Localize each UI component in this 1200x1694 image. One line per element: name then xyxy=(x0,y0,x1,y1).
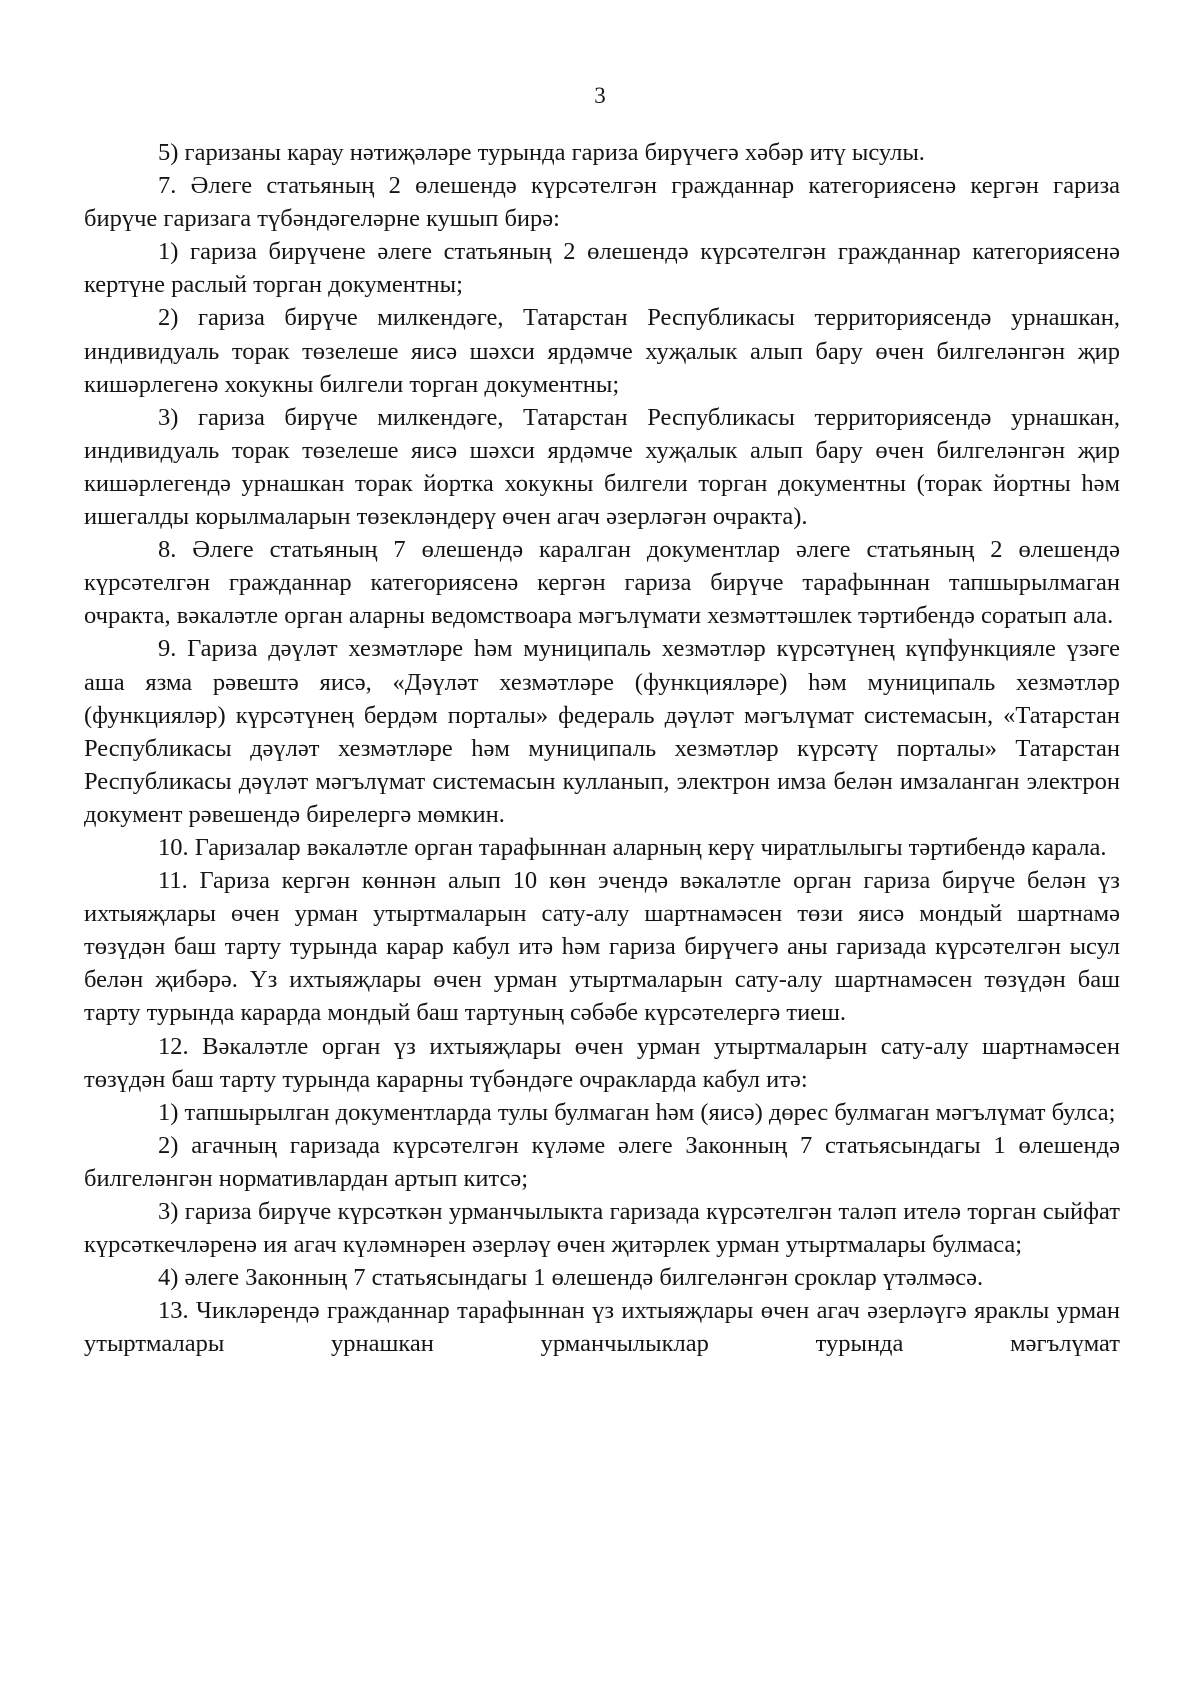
paragraph-section-11: 11. Гариза кергән көннән алып 10 көн эчендә вәкаләтле орган гариза бирүче белән үз ихтыяҗлары өчен урман утыртмаларын сату-алу шартнамәсен төзи яисә мондый шартнамә төзүдән баш тарту турында карар кабул итә һәм гариза бирүчегә аны гаризада күрсәтелгән ысул белән җибәрә. Үз ихтыяҗлары өчен урман утыртмаларын сату-алу шартнамәсен төзүдән баш тарту турында карарда мондый баш тартуның сәбәбе күрсәтелергә тиеш. xyxy=(84,867,1120,1027)
paragraph-section-12-item-2: 2) агачның гаризада күрсәтелгән күләме әлеге Законның 7 статьясындагы 1 өлешендә билгеләнгән нормативлардан артып китсә; xyxy=(84,1131,1120,1192)
paragraph-section-13: 13. Чикләрендә гражданнар тарафыннан үз ихтыяҗлары өчен агач әзерләүгә яраклы урман утыртмалары урнашкан урманчылыклар турында мәгълүмат xyxy=(84,1297,1120,1358)
paragraph-section-12: 12. Вәкаләтле орган үз ихтыяҗлары өчен урман утыртмаларын сату-алу шартнамәсен төзүдән баш тарту турында карарны түбәндәге очракларда кабул итә: xyxy=(84,1032,1120,1093)
paragraph-section-7: 7. Әлеге статьяның 2 өлешендә күрсәтелгән гражданнар категориясенә кергән гариза бирүче гаризага түбәндәгеләрне кушып бирә: xyxy=(84,172,1120,233)
paragraph-section-10: 10. Гаризалар вәкаләтле орган тарафыннан аларның керү чиратлылыгы тәртибендә карала. xyxy=(158,833,1107,861)
paragraph-section-12-item-3: 3) гариза бирүче күрсәткән урманчылыкта гаризада күрсәтелгән таләп ителә торган сыйфат күрсәткечләренә ия агач күләмнәрен әзерләү өчен җитәрлек урман утыртмалары булмаса; xyxy=(84,1198,1120,1259)
paragraph-section-12-item-4: 4) әлеге Законның 7 статьясындагы 1 өлешендә билгеләнгән сроклар үтәлмәсә. xyxy=(158,1264,984,1292)
paragraph-item-5-notification-method: 5) гаризаны карау нәтиҗәләре турында гариза бирүчегә хәбәр итү ысулы. xyxy=(158,139,925,166)
paragraph-section-7-item-2: 2) гариза бирүче милкендәге, Татарстан Республикасы территориясендә урнашкан, индивидуаль торак төзелеше яисә шәхси ярдәмче хуҗалык алып бару өчен билгеләнгән җир кишәрлегенә хокукны билгели торган документны; xyxy=(84,304,1120,398)
paragraph-section-8: 8. Әлеге статьяның 7 өлешендә каралган документлар әлеге статьяның 2 өлешендә күрсәтелгән гражданнар категориясенә кергән гариза бирүче тарафыннан тапшырылмаган очракта, вәкаләтле орган аларны ведомствоара мәгълүмати хезмәттәшлек тәртибендә соратып ала. xyxy=(84,536,1120,630)
page-number: 3 xyxy=(594,83,606,108)
paragraph-section-12-item-1: 1) тапшырылган документларда тулы булмаган һәм (яисә) дөрес булмаган мәгълүмат булса; xyxy=(158,1098,1116,1126)
paragraph-section-9: 9. Гариза дәүләт хезмәтләре һәм муниципаль хезмәтләр күрсәтүнең күпфункцияле үзәге аша язма рәвештә яисә, «Дәүләт хезмәтләре (функцияләре) һәм муниципаль хезмәтләр (функцияләр) күрсәтүнең бердәм порталы» федераль дәүләт мәгълүмат системасын, «Татарстан Республикасы дәүләт хезмәтләре һәм муниципаль хезмәтләр күрсәтү порталы» Татарстан Республикасы дәүләт мәгълүмат системасын кулланып, электрон имза белән имзаланган электрон документ рәвешендә бирелергә мөмкин. xyxy=(84,635,1120,828)
document-body xyxy=(84,136,1120,1360)
paragraph-section-7-item-3: 3) гариза бирүче милкендәге, Татарстан Республикасы территориясендә урнашкан, индивидуаль торак төзелеше яисә шәхси ярдәмче хуҗалык алып бару өчен билгеләнгән җир кишәрлегендә урнашкан торак йортка хокукны билгели торган документны (торак йортны һәм ишегалды корылмаларын төзекләндерү өчен агач әзерләгән очракта). xyxy=(84,403,1120,531)
paragraph-section-7-item-1: 1) гариза бирүчене әлеге статьяның 2 өлешендә күрсәтелгән гражданнар категориясенә кертүне раслый торган документны; xyxy=(84,238,1120,299)
